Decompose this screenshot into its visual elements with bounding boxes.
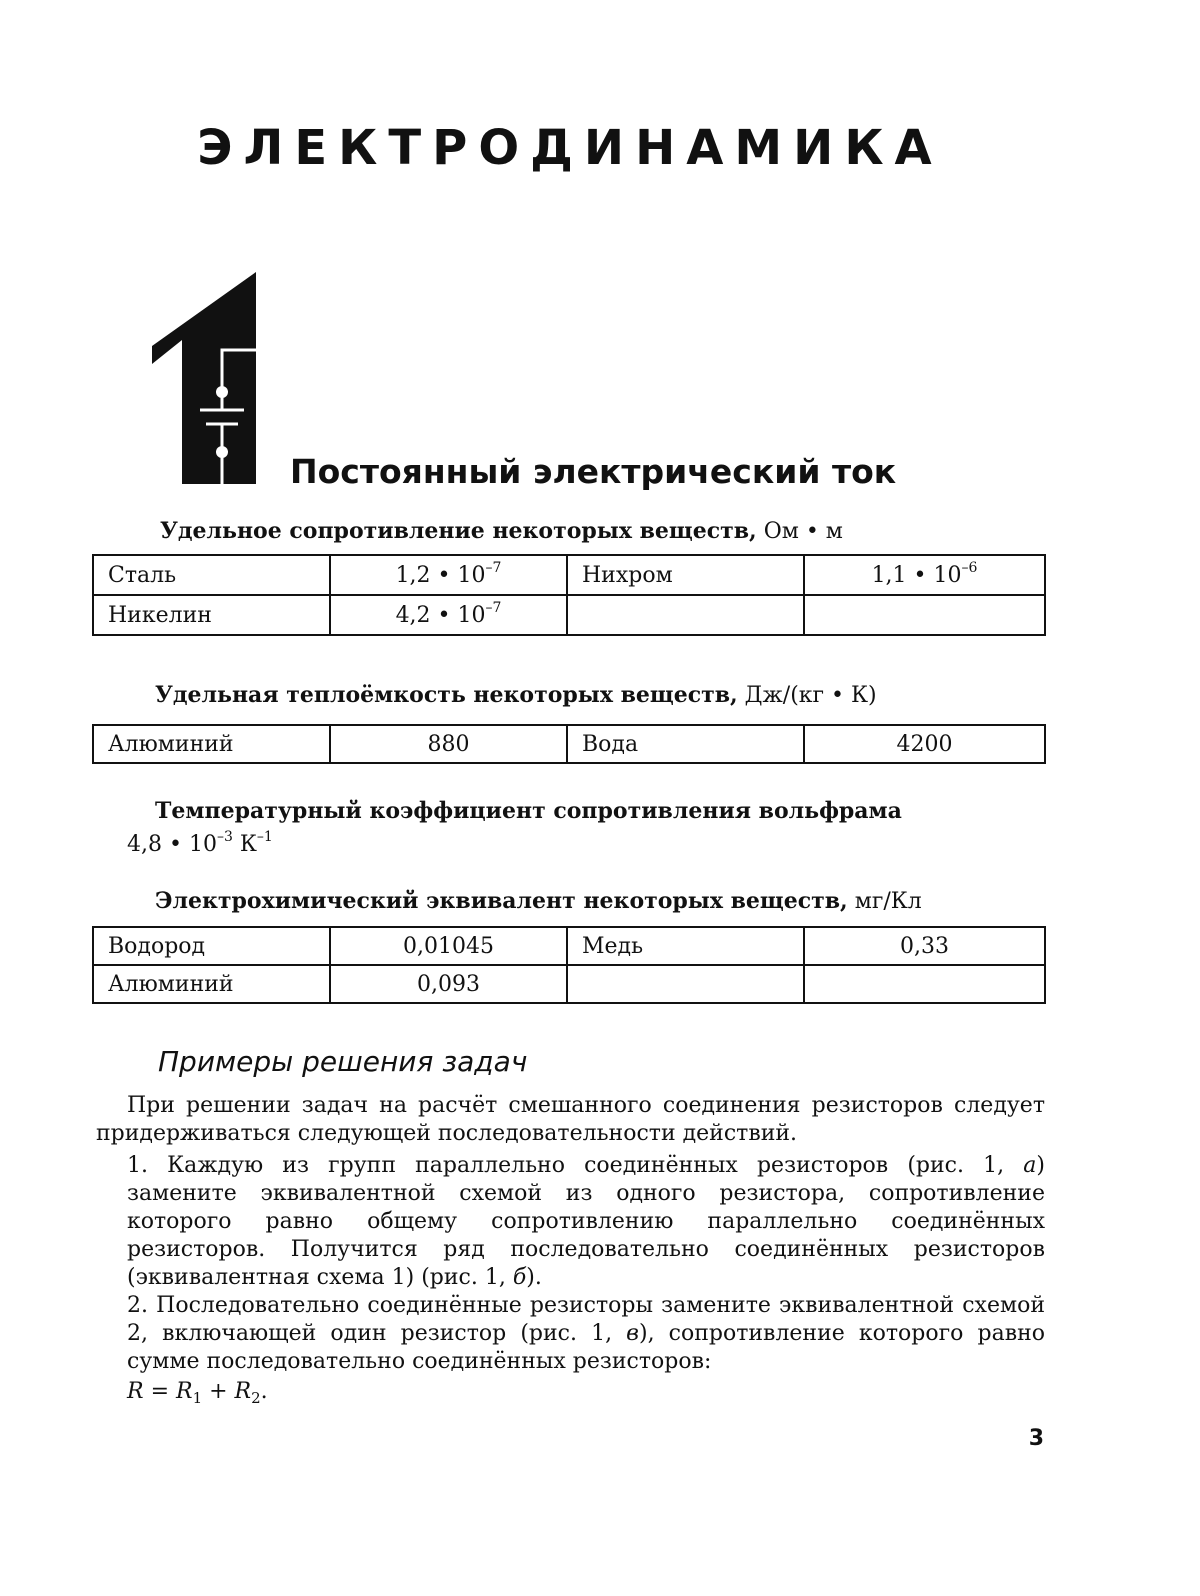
table-cell bbox=[804, 595, 1045, 635]
examples-title: Примеры решения задач bbox=[158, 1045, 528, 1078]
table-cell: Нихром bbox=[567, 555, 804, 595]
step-text: ), сопротивление которого равно сумме последовательно соединённых резисторов: bbox=[127, 1321, 1045, 1374]
value-mantissa: 4,2 • 10 bbox=[395, 602, 486, 628]
table-row bbox=[93, 595, 1045, 635]
electrochem-table bbox=[92, 926, 1046, 1004]
table-cell: Вода bbox=[567, 725, 804, 763]
temp-coeff-caption-text: Температурный коэффициент сопротивления вольфрама bbox=[155, 798, 902, 824]
temp-coeff-value bbox=[127, 830, 273, 860]
electrochem-unit: мг/Кл bbox=[854, 889, 922, 914]
table-cell: Водород bbox=[93, 927, 330, 965]
examples-intro: При решении задач на расчёт смешанного соединения резисторов следует придерживаться следующей последовательности действий. bbox=[96, 1093, 1045, 1146]
table-cell: Никелин bbox=[93, 595, 330, 635]
resistivity-table bbox=[92, 554, 1046, 636]
value-exponent: –7 bbox=[485, 599, 502, 616]
step-text: ). bbox=[526, 1265, 542, 1290]
formula-end: . bbox=[260, 1379, 268, 1404]
table-cell: 0,01045 bbox=[330, 927, 567, 965]
value-mantissa: 1,2 • 10 bbox=[395, 562, 486, 588]
table-row bbox=[93, 965, 1045, 1003]
table-row bbox=[93, 927, 1045, 965]
formula-eq: = bbox=[143, 1379, 176, 1404]
page-title: ЭЛЕКТРОДИНАМИКА bbox=[197, 120, 943, 176]
value-exponent: –6 bbox=[961, 559, 978, 576]
figure-letter: а bbox=[1023, 1153, 1037, 1178]
formula-r: R bbox=[176, 1379, 193, 1404]
formula bbox=[127, 1378, 268, 1406]
table-cell: Алюминий bbox=[93, 965, 330, 1003]
table-cell: Алюминий bbox=[93, 725, 330, 763]
formula-plus: + bbox=[202, 1379, 235, 1404]
table-cell bbox=[804, 965, 1045, 1003]
chapter-number-one-icon bbox=[152, 272, 260, 484]
unit-base: К bbox=[232, 832, 257, 857]
table-row bbox=[93, 555, 1045, 595]
examples-step-1 bbox=[127, 1152, 1045, 1292]
heat-capacity-table bbox=[92, 724, 1046, 764]
value-mantissa: 1,1 • 10 bbox=[871, 562, 962, 588]
formula-r: R bbox=[234, 1379, 252, 1404]
heat-capacity-unit: Дж/(кг • К) bbox=[744, 683, 877, 708]
figure-letter: б bbox=[512, 1265, 527, 1290]
formula-lhs: R bbox=[127, 1379, 144, 1404]
page-number: 3 bbox=[1028, 1426, 1044, 1451]
formula-sub: 1 bbox=[192, 1389, 203, 1407]
temp-coeff-caption bbox=[155, 796, 902, 827]
electrochem-caption-text: Электрохимический эквивалент некоторых веществ, bbox=[155, 888, 848, 914]
table-cell: Сталь bbox=[93, 555, 330, 595]
figure-letter: в bbox=[626, 1321, 639, 1346]
step-text: 1. Каждую из групп параллельно соединённых резисторов (рис. 1, bbox=[127, 1153, 1024, 1178]
resistivity-unit: Ом • м bbox=[763, 519, 843, 544]
table-cell: Медь bbox=[567, 927, 804, 965]
table-cell bbox=[330, 595, 567, 635]
table-cell: 4200 bbox=[804, 725, 1045, 763]
examples-step-2 bbox=[127, 1292, 1045, 1376]
heat-capacity-caption-text: Удельная теплоёмкость некоторых веществ, bbox=[155, 682, 738, 708]
table-cell bbox=[567, 965, 804, 1003]
table-cell: 0,093 bbox=[330, 965, 567, 1003]
table-cell: 0,33 bbox=[804, 927, 1045, 965]
value-exponent: –3 bbox=[216, 829, 233, 845]
step-text: ) замените эквивалентной схемой из одного резистора, сопротивление которого равно общему сопротивлению параллельно соединённых резисторов. Получится ряд последовательно соединённых резисторов (эквивалентная схема 1) (рис. 1, bbox=[127, 1153, 1045, 1290]
formula-sub: 2 bbox=[251, 1389, 261, 1407]
chapter-title: Постоянный электрический ток bbox=[290, 452, 897, 491]
table-row bbox=[93, 725, 1045, 763]
resistivity-caption bbox=[160, 516, 843, 547]
table-cell bbox=[804, 555, 1045, 595]
value-exponent: –7 bbox=[485, 559, 502, 576]
step-text: 2. Последовательно соединённые резисторы замените эквивалентной схемой 2, включающей один резистор (рис. 1, bbox=[127, 1293, 1045, 1346]
value-mantissa: 4,8 • 10 bbox=[127, 832, 217, 857]
electrochem-caption bbox=[155, 886, 922, 917]
table-cell bbox=[567, 595, 804, 635]
table-cell bbox=[330, 555, 567, 595]
table-cell: 880 bbox=[330, 725, 567, 763]
resistivity-caption-text: Удельное сопротивление некоторых веществ, bbox=[160, 518, 757, 544]
heat-capacity-caption bbox=[155, 680, 877, 711]
unit-exponent: –1 bbox=[256, 829, 273, 845]
